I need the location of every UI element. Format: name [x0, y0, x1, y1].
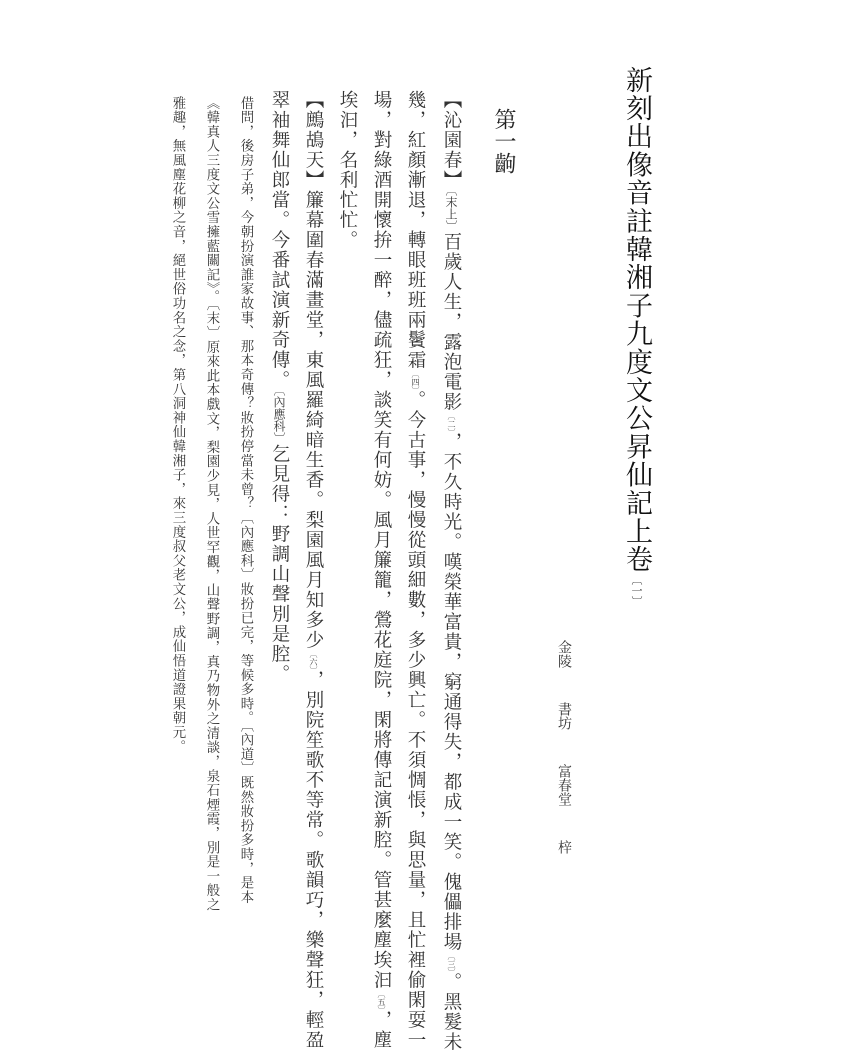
annotation-marker: 〔三〕	[447, 952, 456, 972]
text-segment: 乞見得：野調山聲別是腔。	[269, 444, 290, 684]
text-segment: 雅趣，無風塵花柳之音，絕世俗功名之念，第八洞神仙韓湘子，來三度叔父老文公，成仙悟道證果朝元。	[170, 96, 185, 754]
text-column	[236, 96, 255, 904]
publisher-carve: 梓	[556, 840, 572, 854]
title-note: 〔一〕	[630, 573, 643, 607]
text-segment: 百歲人生，露泡電影	[441, 232, 462, 412]
text-segment: 。今古事，慢慢從頭細數，多少興亡。不須惆悵，與思量，且忙裡偷閑耍一	[405, 390, 426, 1050]
annotation-marker: 〔四〕	[411, 370, 420, 390]
annotation-marker: 〔六〕	[309, 650, 318, 670]
text-column	[202, 96, 221, 912]
text-segment: 幾，紅顏漸退，轉眼班班兩鬢霜	[405, 90, 426, 370]
text-segment: 【沁園春】	[441, 90, 462, 190]
text-column	[402, 90, 428, 1050]
text-column	[266, 90, 292, 684]
text-column	[368, 90, 394, 1050]
text-segment: 《韓真人三度文公雪擁藍關記》。〔末〕原來此本戲文，梨園少見，人世罕觀，山聲野調，真乃物外之清談，泉石煙霞，別是一般之	[204, 96, 219, 912]
publisher-line	[554, 640, 574, 872]
text-column	[334, 90, 360, 250]
scene-heading: 第一齣	[491, 108, 516, 174]
text-column	[438, 90, 464, 1052]
text-segment: 【鷓鴣天】簾幕圍春滿畫堂，東風羅綺暗生香。梨園風月知多少	[303, 90, 324, 650]
text-column	[168, 96, 187, 754]
text-segment: 翠袖舞仙郎當。今番試演新奇傳。	[269, 90, 290, 390]
text-segment: ，別院笙歌不等常。歌韻巧，樂聲狂，輕盈	[303, 670, 324, 1050]
publisher-house: 書坊	[556, 702, 572, 730]
book-title	[617, 66, 656, 607]
title-text: 新刻出像音註韓湘子九度文公昇仙記上卷	[621, 66, 652, 574]
stage-direction: 〔內應科〕	[272, 390, 286, 444]
text-segment: ，不久時光。嘆榮華富貴，窮通得失，都成一笑。傀儡排場	[441, 432, 462, 952]
text-segment: 借問，後房子弟，今朝扮演誰家故事、那本奇傳？妝扮停當未曾？〔內應科〕妝扮已完，等候多時。〔內道〕既然妝扮多時，是本	[238, 96, 253, 905]
publisher-name: 富春堂	[556, 764, 572, 806]
publisher-place: 金陵	[556, 640, 572, 668]
text-segment: 。黑髮未	[441, 972, 462, 1052]
annotation-marker: 〔二〕	[447, 412, 456, 432]
annotation-marker: 〔五〕	[377, 990, 386, 1010]
text-segment: ，塵	[371, 1010, 392, 1050]
text-column	[300, 90, 326, 1050]
stage-direction: 〔末上〕	[444, 190, 458, 232]
text-segment: 埃汩，名利忙忙。	[337, 90, 358, 250]
text-segment: 場，對綠酒開懷拚一醉，儘疏狂，談笑有何妨。風月簾籠，鶯花庭院，閑將傳記演新腔。管甚麼塵埃汩	[371, 90, 392, 990]
